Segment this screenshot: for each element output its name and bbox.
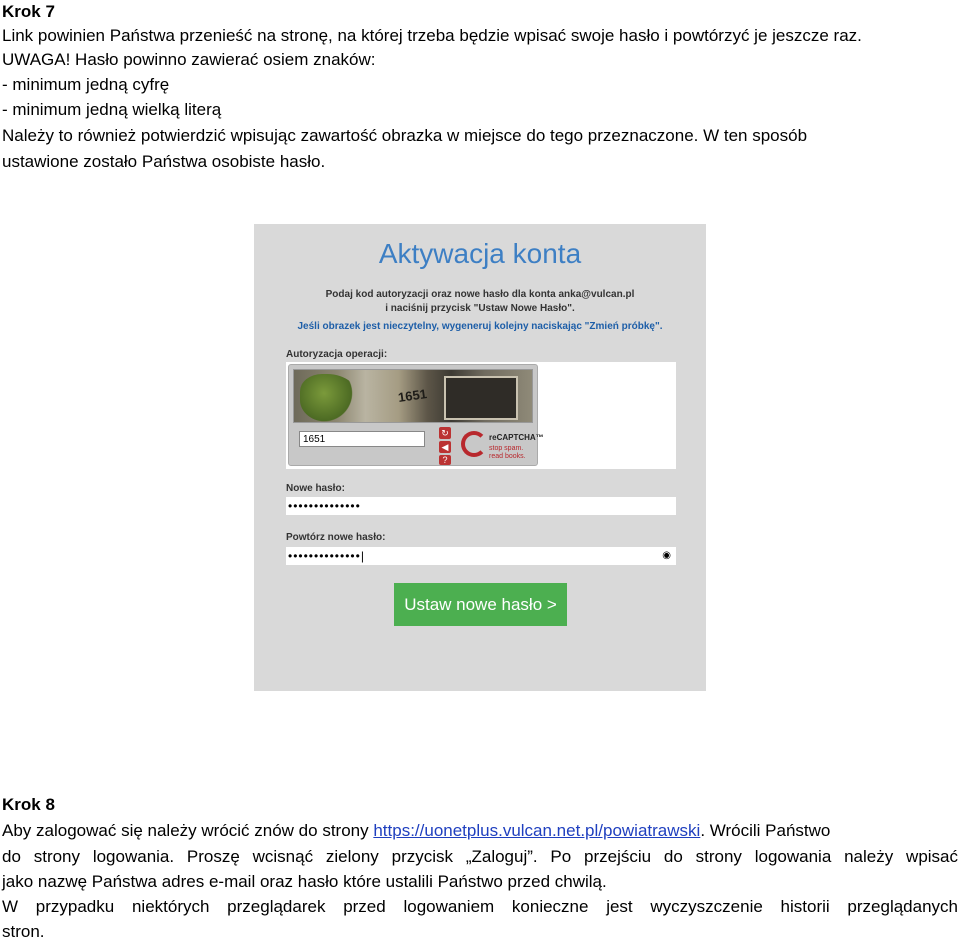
step8-line-1 bbox=[2, 819, 830, 843]
repeat-password-value: ••••••••••••••| bbox=[288, 549, 365, 563]
recaptcha-slogan-1: stop spam. bbox=[489, 445, 524, 452]
plant-graphic bbox=[300, 374, 360, 422]
new-password-label: Nowe hasło: bbox=[286, 483, 345, 494]
step7-heading: Krok 7 bbox=[2, 2, 55, 21]
step8-line-2: do strony logowania. Proszę wcisnąć zielony przycisk „Zaloguj”. Po przejściu do strony logowania należy wpisać bbox=[2, 847, 958, 866]
step8-line-1-after: . Wrócili Państwo bbox=[700, 821, 831, 840]
instruction-line-1: Podaj kod autoryzacji oraz nowe hasło dla konta anka@vulcan.pl bbox=[325, 289, 635, 300]
set-password-button[interactable]: Ustaw nowe hasło > bbox=[394, 583, 567, 626]
repeat-password-input[interactable] bbox=[286, 547, 676, 565]
captcha-widget bbox=[288, 364, 544, 466]
step8-line-4: W przypadku niektórych przeglądarek przed logowaniem konieczne jest wyczyszczenie historii przeglądanych bbox=[2, 897, 958, 916]
recaptcha-logo-icon bbox=[461, 431, 544, 463]
instruction-line-2: i naciśnij przycisk "Ustaw Nowe Hasło". bbox=[385, 303, 575, 314]
step7-line-4: - minimum jedną wielką literą bbox=[2, 100, 222, 119]
recaptcha-ring-icon bbox=[461, 431, 487, 457]
repeat-password-label: Powtórz nowe hasło: bbox=[286, 532, 386, 543]
step8-line-5: stron. bbox=[2, 922, 45, 941]
activation-instruction bbox=[254, 288, 706, 316]
activation-screenshot bbox=[254, 224, 706, 691]
captcha-image bbox=[293, 369, 533, 423]
step8-line-3: jako nazwę Państwa adres e-mail oraz hasło które ustalili Państwo przed chwilą. bbox=[2, 872, 607, 891]
eye-icon[interactable]: ◉ bbox=[662, 550, 672, 561]
new-password-input[interactable]: •••••••••••••• bbox=[286, 497, 676, 515]
captcha-panel bbox=[286, 362, 676, 469]
house-graphic bbox=[444, 376, 518, 420]
step8-line-1-before: Aby zalogować się należy wrócić znów do strony bbox=[2, 821, 374, 840]
step7-line-1: Link powinien Państwa przenieść na stronę, na której trzeba będzie wpisać swoje hasło i powtórzyć je jeszcze raz. bbox=[2, 26, 862, 45]
activation-title: Aktywacja konta bbox=[378, 238, 582, 269]
captcha-number: 1651 bbox=[397, 386, 428, 405]
refresh-icon[interactable]: ↻ bbox=[439, 427, 451, 439]
recaptcha-slogan bbox=[489, 445, 526, 461]
step7-line-3: - minimum jedną cyfrę bbox=[2, 75, 170, 94]
auth-label: Autoryzacja operacji: bbox=[286, 349, 388, 360]
step8-heading: Krok 8 bbox=[2, 795, 55, 814]
step7-line-6: ustawione zostało Państwa osobiste hasło. bbox=[2, 152, 326, 171]
captcha-input[interactable]: 1651 bbox=[299, 431, 425, 447]
captcha-hint: Jeśli obrazek jest nieczytelny, wygeneruj kolejny naciskając "Zmień próbkę". bbox=[297, 321, 663, 332]
help-icon[interactable]: ? bbox=[439, 455, 451, 465]
uonetplus-link[interactable]: https://uonetplus.vulcan.net.pl/powiatrawski bbox=[373, 821, 701, 840]
recaptcha-slogan-2: read books. bbox=[489, 453, 526, 460]
audio-icon[interactable]: ◀ bbox=[439, 441, 451, 453]
step7-line-2: UWAGA! Hasło powinno zawierać osiem znaków: bbox=[2, 50, 376, 69]
recaptcha-name: reCAPTCHA™ bbox=[489, 433, 544, 442]
step7-line-5: Należy to również potwierdzić wpisując zawartość obrazka w miejsce do tego przeznaczone. W ten sposób bbox=[2, 126, 808, 145]
